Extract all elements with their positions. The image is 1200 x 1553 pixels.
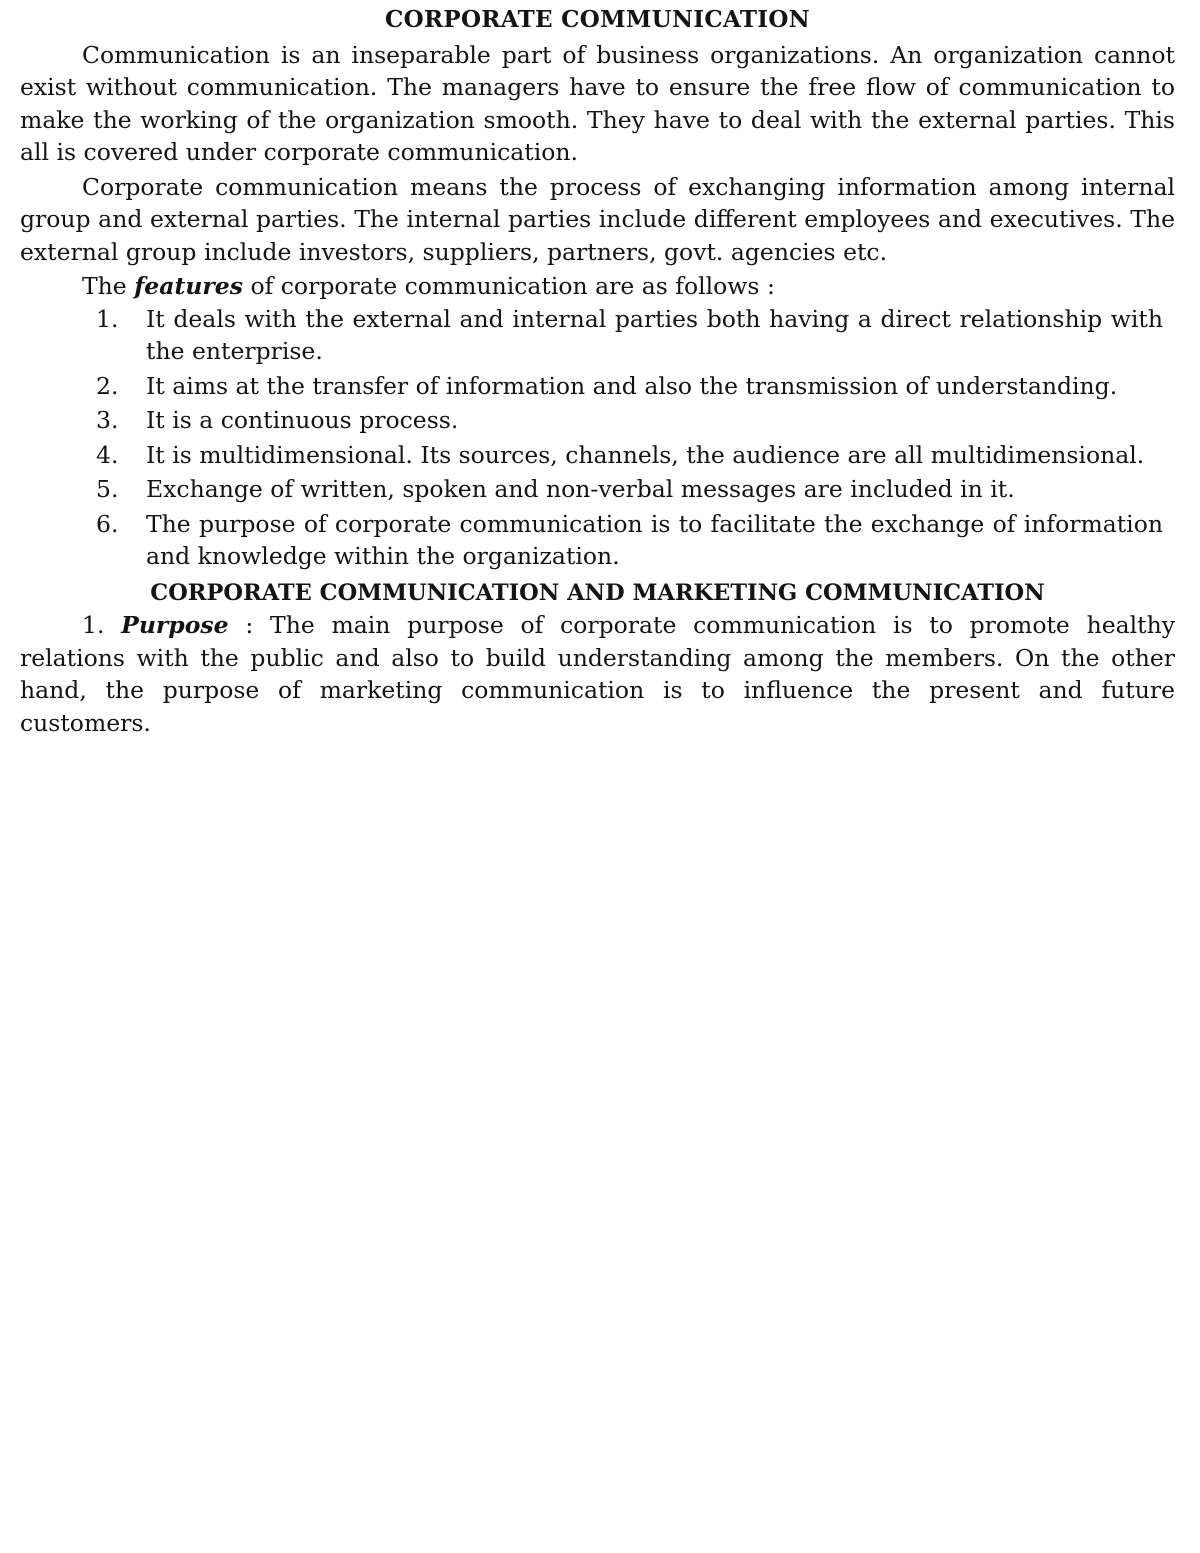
purpose-label: Purpose: [121, 611, 229, 639]
purpose-text: : The main purpose of corporate communication is to promote healthy relations with the public and also to build understanding among the members. On the other hand, the purpose of marketing communication is to influence the present and future customers.: [20, 611, 1175, 737]
paragraph-purpose: [20, 609, 1175, 739]
list-item-text: It is a continuous process.: [146, 406, 459, 434]
list-item-text: It aims at the transfer of information and also the transmission of understanding.: [146, 371, 1118, 400]
list-item-number: 5.: [96, 475, 119, 503]
list-item-text: The purpose of corporate communication is to facilitate the exchange of information and knowledge within the organization.: [146, 509, 1163, 570]
list-item-number: 3.: [96, 406, 119, 434]
purpose-prefix: 1.: [82, 611, 122, 639]
section-heading: CORPORATE COMMUNICATION AND MARKETING COMMUNICATION: [150, 579, 1045, 606]
list-item-text: Exchange of written, spoken and non-verbal messages are included in it.: [146, 475, 1015, 503]
list-item-text: It is multidimensional. Its sources, channels, the audience are all multidimensional.: [146, 440, 1145, 469]
features-intro-before: The: [82, 272, 135, 300]
features-intro-after: of corporate communication are as follows :: [242, 272, 775, 300]
page-title: CORPORATE COMMUNICATION: [385, 6, 810, 33]
features-intro: [20, 270, 1175, 303]
features-list: [20, 303, 1163, 573]
list-item: [20, 473, 1163, 506]
list-item: [20, 303, 1163, 368]
paragraph-intro: Communication is an inseparable part of business organizations. An organization cannot exist without communication. The managers have to ensure the free flow of communication to make the working of the organization smooth. They have to deal with the external parties. This all is covered under corporate communication.: [20, 40, 1175, 166]
list-item-number: 2.: [96, 371, 119, 400]
list-item-number: 4.: [96, 440, 119, 469]
document-page: [20, 4, 1175, 739]
list-item: [20, 439, 1163, 472]
list-item-text: It deals with the external and internal parties both having a direct relationship with the enterprise.: [146, 304, 1163, 365]
paragraph-definition: Corporate communication means the process of exchanging information among internal group and external parties. The internal parties include different employees and executives. The external group include investors, suppliers, partners, govt. agencies etc.: [20, 172, 1175, 266]
list-item-number: 6.: [96, 509, 119, 538]
list-item-number: 1.: [96, 304, 119, 333]
list-item: [20, 404, 1163, 437]
list-item: [20, 370, 1163, 403]
list-item: [20, 508, 1163, 573]
features-intro-emphasis: features: [134, 272, 243, 300]
